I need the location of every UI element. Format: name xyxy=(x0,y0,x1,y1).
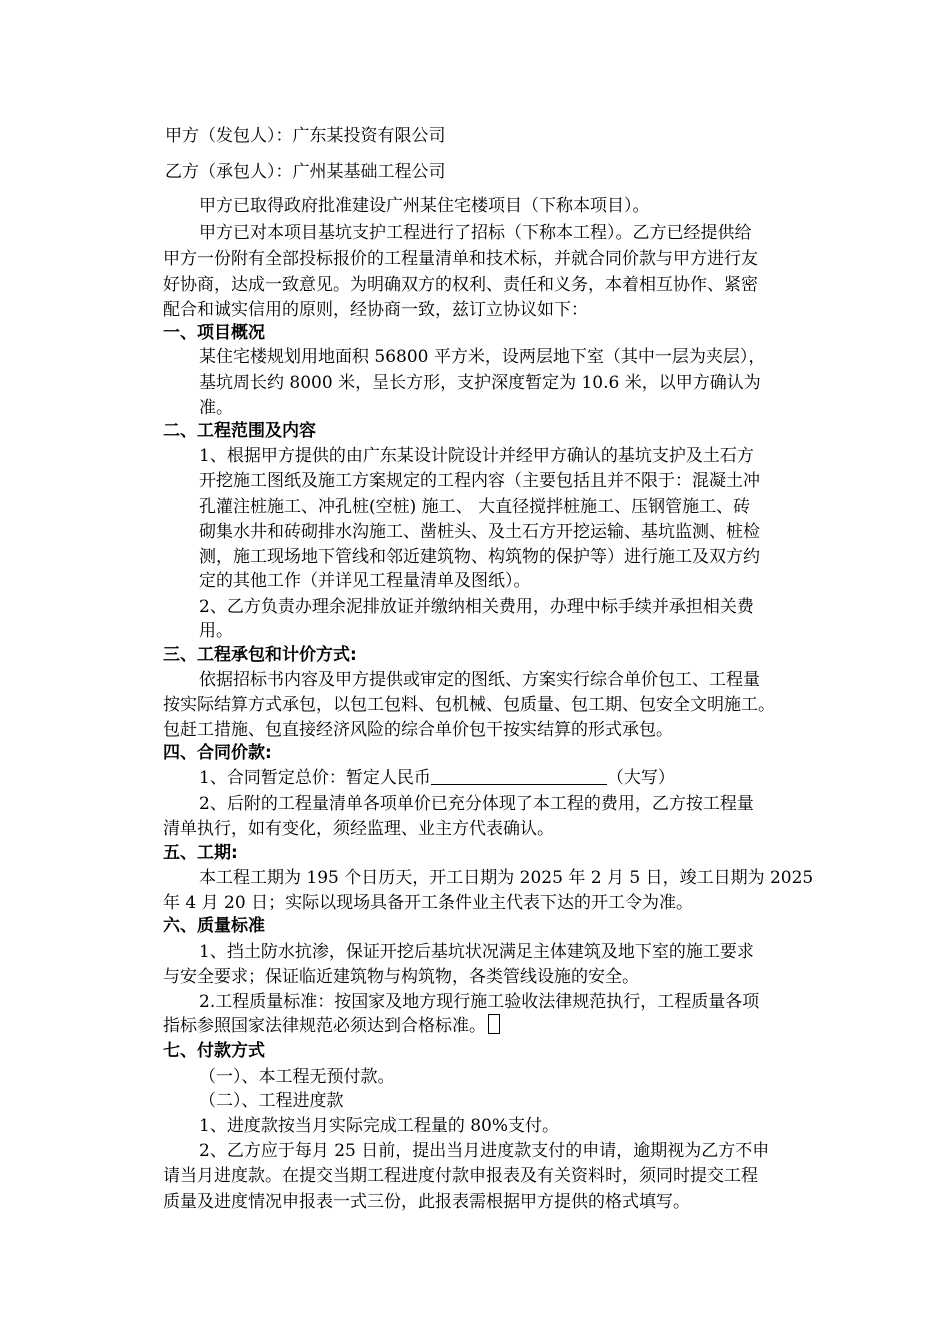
party-b-line: 乙方（承包人）：广州某基础工程公司 xyxy=(165,162,446,182)
section-2-item-1-line: 1、根据甲方提供的由广东某设计院设计并经甲方确认的基坑支护及土石方 xyxy=(199,446,754,466)
section-7-item-2-line: 2、乙方应于每月 25 日前，提出当月进度款支付的申请，逾期视为乙方不申 xyxy=(199,1141,770,1161)
section-5-line: 年 4 月 20 日；实际以现场具备开工条件业主代表下达的开工令为准。 xyxy=(163,893,694,913)
section-7-item-1: 1、进度款按当月实际完成工程量的 80%支付。 xyxy=(199,1116,560,1136)
preamble-line: 甲方一份附有全部投标报价的工程量清单和技术标，并就合同价款与甲方进行友 xyxy=(163,249,758,269)
preamble-line: 好协商，达成一致意见。为明确双方的权利、责任和义务，本着相互协作、紧密 xyxy=(163,275,758,295)
section-2-item-1-line: 测，施工现场地下管线和邻近建筑物、构筑物的保护等）进行施工及双方约 xyxy=(199,547,760,567)
section-6-item-2-wrap xyxy=(163,1014,500,1038)
section-1-line: 基坑周长约 8000 米，呈长方形，支护深度暂定为 10.6 米，以甲方确认为 xyxy=(199,373,761,393)
section-3-line: 包赶工措施、包直接经济风险的综合单价包干按实结算的形式承包。 xyxy=(163,720,673,740)
section-5-heading: 五、工期: xyxy=(163,843,238,863)
section-3-line: 按实际结算方式承包，以包工包料、包机械、包质量、包工期、包安全文明施工。 xyxy=(163,695,775,715)
section-2-item-2-line: 用。 xyxy=(199,621,233,641)
section-6-item-1-line: 1、挡土防水抗渗，保证开挖后基坑状况满足主体建筑及地下室的施工要求 xyxy=(199,942,754,962)
section-7-item-2-line: 质量及进度情况申报表一式三份，此报表需根据甲方提供的格式填写。 xyxy=(163,1192,690,1212)
preamble-line: 甲方已对本项目基坑支护工程进行了招标（下称本工程）。乙方已经提供给 xyxy=(199,223,752,243)
section-1-line: 准。 xyxy=(199,398,233,418)
section-1-heading: 一、项目概况 xyxy=(163,323,265,343)
section-3-heading: 三、工程承包和计价方式: xyxy=(163,645,357,665)
placeholder-box-icon xyxy=(488,1014,500,1034)
section-4-item-2-line: 2、后附的工程量清单各项单价已充分体现了本工程的费用，乙方按工程量 xyxy=(199,794,754,814)
section-2-item-1-line: 孔灌注桩施工、冲孔桩(空桩) 施工、 大直径搅拌桩施工、压钢管施工、砖 xyxy=(199,497,751,517)
section-6-item-1-line: 与安全要求；保证临近建筑物与构筑物，各类管线设施的安全。 xyxy=(163,967,639,987)
section-2-item-1-line: 开挖施工图纸及施工方案规定的工程内容（主要包括且并不限于：混凝土冲 xyxy=(199,471,760,491)
contract-price-suffix: （大写） xyxy=(606,768,675,788)
section-7-heading: 七、付款方式 xyxy=(163,1041,265,1061)
section-2-item-1-line: 砌集水井和砖砌排水沟施工、凿桩头、及土石方开挖运输、基坑监测、桩检 xyxy=(199,522,760,542)
section-2-item-1-line: 定的其他工作（并详见工程量清单及图纸）。 xyxy=(199,571,531,591)
section-3-line: 依据招标书内容及甲方提供或审定的图纸、方案实行综合单价包工、工程量 xyxy=(199,670,760,690)
section-2-heading: 二、工程范围及内容 xyxy=(163,421,316,441)
section-4-item-2-line: 清单执行，如有变化，须经监理、业主方代表确认。 xyxy=(163,819,554,839)
section-1-line: 某住宅楼规划用地面积 56800 平方米，设两层地下室（其中一层为夹层）， xyxy=(199,347,766,367)
section-7-sub-1: （一）、本工程无预付款。 xyxy=(199,1067,395,1087)
section-5-line: 本工程工期为 195 个日历天，开工日期为 2025 年 2 月 5 日，竣工日期为 2025 xyxy=(199,868,814,888)
contract-price-label: 1、合同暂定总价：暂定人民币 xyxy=(199,768,431,788)
section-4-heading: 四、合同价款: xyxy=(163,743,272,763)
section-7-item-2-line: 请当月进度款。在提交当期工程进度付款申报表及有关资料时，须同时提交工程 xyxy=(163,1166,758,1186)
section-6-heading: 六、质量标准 xyxy=(163,916,265,936)
contract-price-blank xyxy=(431,766,607,785)
section-7-sub-2: （二）、工程进度款 xyxy=(199,1091,344,1111)
preamble-line: 配合和诚实信用的原则，经协商一致，兹订立协议如下： xyxy=(163,300,588,320)
section-4-item-1 xyxy=(199,766,675,790)
section-6-item-2-line: 指标参照国家法律规范必须达到合格标准。 xyxy=(163,1016,486,1036)
section-2-item-2-line: 2、乙方负责办理余泥排放证并缴纳相关费用，办理中标手续并承担相关费 xyxy=(199,597,754,617)
section-6-item-2-line: 2.工程质量标准：按国家及地方现行施工验收法律规范执行，工程质量各项 xyxy=(199,992,760,1012)
preamble-paragraph-1: 甲方已取得政府批准建设广州某住宅楼项目（下称本项目）。 xyxy=(199,196,650,216)
party-a-line: 甲方（发包人）：广东某投资有限公司 xyxy=(165,126,446,146)
